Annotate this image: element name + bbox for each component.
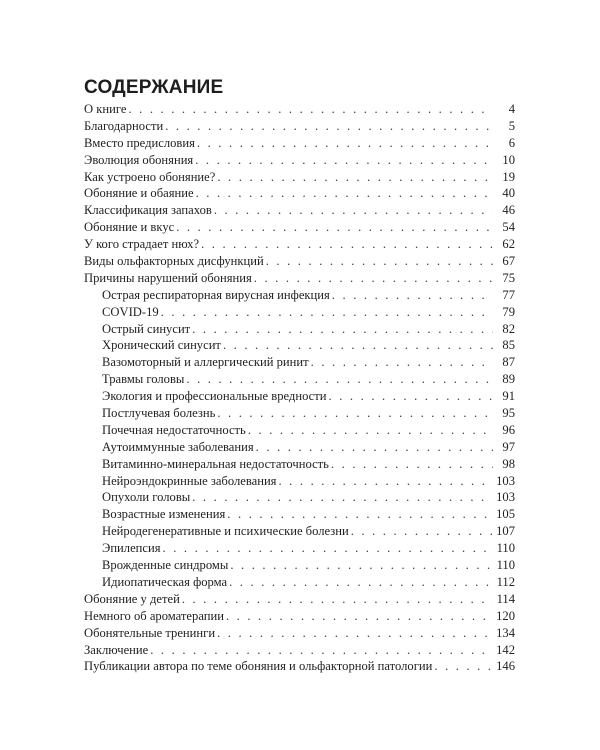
toc-page-number: 85 bbox=[502, 338, 515, 353]
toc-subentry bbox=[84, 287, 515, 304]
dot-leader bbox=[192, 489, 492, 506]
toc-entry-title: Обоняние и обаяние bbox=[84, 186, 194, 201]
toc-subentry bbox=[84, 371, 515, 388]
toc-page-number: 10 bbox=[502, 152, 515, 167]
toc-subentry bbox=[84, 405, 515, 422]
toc-entry-title: Острая респираторная вирусная инфекция bbox=[102, 287, 330, 302]
toc-page-number: 98 bbox=[502, 456, 515, 471]
dot-leader bbox=[176, 219, 493, 236]
toc-entry bbox=[84, 236, 515, 253]
toc-subentry bbox=[84, 506, 515, 523]
toc-entry-title: Аутоиммунные заболевания bbox=[102, 439, 254, 454]
toc-page-number: 112 bbox=[496, 574, 515, 589]
toc-page-number: 103 bbox=[496, 473, 515, 488]
toc-page-number: 103 bbox=[496, 490, 515, 505]
toc-entry bbox=[84, 185, 515, 202]
toc-entry-title: Возрастные изменения bbox=[102, 507, 226, 522]
toc-entry-title: Эпилепсия bbox=[102, 541, 161, 556]
toc-entry-title: Благодарности bbox=[84, 118, 164, 133]
toc-page-number: 67 bbox=[502, 254, 515, 269]
dot-leader bbox=[230, 557, 492, 574]
toc-entry bbox=[84, 118, 515, 135]
toc-page-number: 110 bbox=[496, 541, 515, 556]
toc-entry-title: О книге bbox=[84, 102, 127, 116]
toc-entry bbox=[84, 202, 515, 219]
toc-page-number: 6 bbox=[508, 135, 515, 150]
dot-leader bbox=[351, 523, 492, 540]
dot-leader bbox=[163, 540, 493, 557]
toc-entry-title: Вместо предисловия bbox=[84, 135, 195, 150]
toc-entry-title: Обоняние у детей bbox=[84, 591, 180, 606]
toc-entry-title: У кого страдает нюх? bbox=[84, 237, 200, 252]
toc-entry-title: Обонятельные тренинги bbox=[84, 625, 216, 640]
toc-page-number: 5 bbox=[508, 118, 515, 133]
toc-entry bbox=[84, 135, 515, 152]
toc-subentry bbox=[84, 574, 515, 591]
toc-page-number: 97 bbox=[502, 439, 515, 454]
toc-page-number: 96 bbox=[502, 422, 515, 437]
toc-list bbox=[84, 101, 515, 675]
toc-entry-title: Почечная недостаточность bbox=[102, 422, 246, 437]
toc-subentry bbox=[84, 540, 515, 557]
toc-entry bbox=[84, 658, 515, 675]
dot-leader bbox=[229, 574, 492, 591]
dot-leader bbox=[128, 101, 493, 118]
dot-leader bbox=[196, 185, 493, 202]
toc-entry-title: Виды ольфакторных дисфункций bbox=[84, 254, 264, 269]
dot-leader bbox=[161, 304, 493, 321]
toc-entry-title: Классификация запахов bbox=[84, 203, 212, 218]
toc-entry-title: Врожденные синдромы bbox=[102, 558, 229, 573]
dot-leader bbox=[331, 456, 493, 473]
toc-entry-title: Причины нарушений обоняния bbox=[84, 270, 252, 285]
toc-subentry bbox=[84, 523, 515, 540]
toc-entry-title: Экология и профессиональные вредности bbox=[102, 389, 327, 404]
toc-page-number: 87 bbox=[502, 355, 515, 370]
toc-entry bbox=[84, 169, 515, 186]
toc-page-number: 75 bbox=[502, 270, 515, 285]
toc-entry-title: Витаминно-минеральная недостаточность bbox=[102, 456, 329, 471]
dot-leader bbox=[217, 625, 492, 642]
dot-leader bbox=[248, 422, 493, 439]
toc-page-number: 146 bbox=[496, 659, 515, 674]
dot-leader bbox=[227, 506, 492, 523]
dot-leader bbox=[254, 270, 493, 287]
dot-leader bbox=[192, 321, 493, 338]
toc-page-number: 79 bbox=[502, 304, 515, 319]
toc-entry-title: COVID-19 bbox=[102, 304, 159, 319]
toc-page-number: 120 bbox=[496, 608, 515, 623]
toc-page-number: 62 bbox=[502, 237, 515, 252]
toc-subentry bbox=[84, 304, 515, 321]
dot-leader bbox=[186, 371, 493, 388]
toc-page-number: 89 bbox=[502, 372, 515, 387]
toc-subentry bbox=[84, 473, 515, 490]
toc-entry-title: Заключение bbox=[84, 642, 149, 657]
toc-page-number: 4 bbox=[508, 102, 515, 116]
toc-entry bbox=[84, 152, 515, 169]
dot-leader bbox=[195, 152, 493, 169]
dot-leader bbox=[150, 642, 492, 659]
toc-entry-title: Острый синусит bbox=[102, 321, 191, 336]
dot-leader bbox=[332, 287, 493, 304]
dot-leader bbox=[226, 608, 492, 625]
toc-entry bbox=[84, 591, 515, 608]
toc-entry bbox=[84, 253, 515, 270]
toc-subentry bbox=[84, 489, 515, 506]
toc-entry bbox=[84, 101, 515, 118]
toc-entry bbox=[84, 642, 515, 659]
dot-leader bbox=[256, 439, 493, 456]
toc-page-number: 105 bbox=[496, 507, 515, 522]
toc-entry-title: Нейроэндокринные заболевания bbox=[102, 473, 277, 488]
toc-entry-title: Постлучевая болезнь bbox=[102, 406, 216, 421]
toc-page-number: 142 bbox=[496, 642, 515, 657]
toc-page-number: 82 bbox=[502, 321, 515, 336]
toc-entry-title: Публикации автора по теме обоняния и ольфакторной патологии bbox=[84, 659, 433, 674]
toc-page-number: 54 bbox=[502, 220, 515, 235]
dot-leader bbox=[197, 135, 493, 152]
toc-entry bbox=[84, 625, 515, 642]
toc-subentry bbox=[84, 439, 515, 456]
toc-page-number: 91 bbox=[502, 389, 515, 404]
toc-page-number: 77 bbox=[502, 287, 515, 302]
toc-subentry bbox=[84, 388, 515, 405]
toc-entry-title: Вазомоторный и аллергический ринит bbox=[102, 355, 309, 370]
toc-entry-title: Опухоли головы bbox=[102, 490, 191, 505]
toc-entry-title: Как устроено обоняние? bbox=[84, 169, 216, 184]
dot-leader bbox=[434, 658, 492, 675]
toc-subentry bbox=[84, 456, 515, 473]
toc-entry-title: Идиопатическая форма bbox=[102, 574, 228, 589]
dot-leader bbox=[165, 118, 493, 135]
dot-leader bbox=[278, 473, 492, 490]
toc-subentry bbox=[84, 321, 515, 338]
dot-leader bbox=[217, 405, 493, 422]
dot-leader bbox=[214, 202, 493, 219]
toc-page-number: 95 bbox=[502, 406, 515, 421]
dot-leader bbox=[182, 591, 493, 608]
toc-entry-title: Травмы головы bbox=[102, 372, 185, 387]
toc-subentry bbox=[84, 337, 515, 354]
toc-page-number: 40 bbox=[502, 186, 515, 201]
dot-leader bbox=[201, 236, 493, 253]
dot-leader bbox=[311, 354, 493, 371]
toc-page-number: 19 bbox=[502, 169, 515, 184]
toc-entry-title: Немного об ароматерапии bbox=[84, 608, 224, 623]
toc-title: СОДЕРЖАНИЕ bbox=[84, 77, 224, 98]
dot-leader bbox=[217, 169, 493, 186]
toc-entry bbox=[84, 270, 515, 287]
toc-page-number: 110 bbox=[496, 558, 515, 573]
dot-leader bbox=[223, 337, 493, 354]
dot-leader bbox=[329, 388, 493, 405]
toc-entry bbox=[84, 219, 515, 236]
toc-page-number: 134 bbox=[496, 625, 515, 640]
toc-subentry bbox=[84, 557, 515, 574]
toc-entry-title: Обоняние и вкус bbox=[84, 220, 175, 235]
toc-page-number: 46 bbox=[502, 203, 515, 218]
toc-subentry bbox=[84, 354, 515, 371]
toc-entry bbox=[84, 608, 515, 625]
toc-entry-title: Хронический синусит bbox=[102, 338, 221, 353]
toc-entry-title: Нейродегенеративные и психические болезни bbox=[102, 524, 349, 539]
toc-page-number: 107 bbox=[496, 524, 515, 539]
dot-leader bbox=[266, 253, 493, 270]
toc-page-number: 114 bbox=[496, 591, 515, 606]
toc-subentry bbox=[84, 422, 515, 439]
toc-entry-title: Эволюция обоняния bbox=[84, 152, 194, 167]
